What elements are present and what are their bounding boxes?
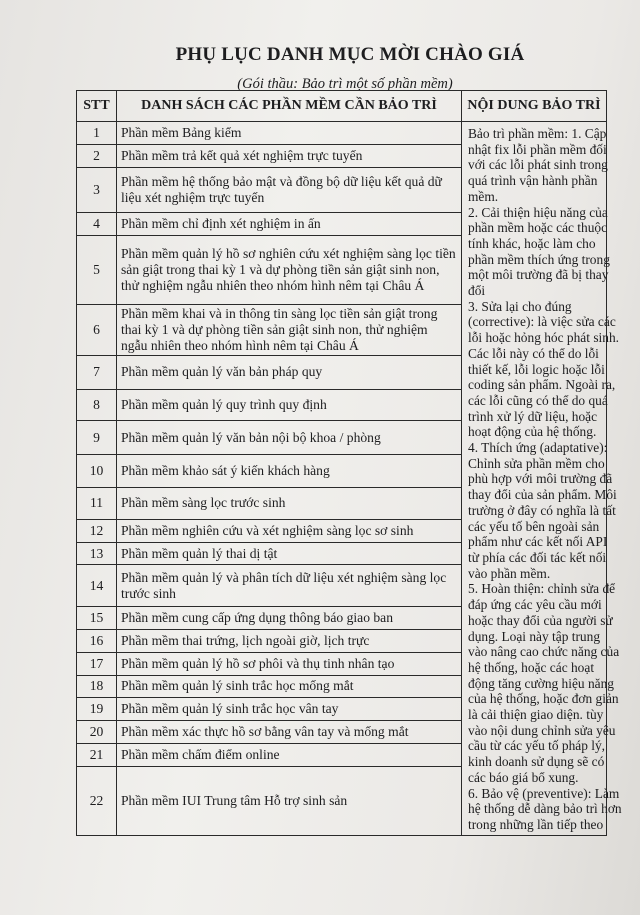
row-software-name: Phần mềm quản lý thai dị tật xyxy=(117,542,462,565)
maintenance-content-line: phần mềm hoặc các thuộc xyxy=(468,220,608,236)
maintenance-content-line: 5. Hoàn thiện: chỉnh sửa để xyxy=(468,581,616,597)
maintenance-content-line: 4. Thích ứng (adaptative): xyxy=(468,440,608,456)
maintenance-content-line: các lỗi cũng có thể do quá xyxy=(468,392,608,408)
maintenance-content-line: 2. Cải thiện hiệu năng của xyxy=(468,204,608,220)
row-stt: 9 xyxy=(77,421,117,455)
document-title: PHỤ LỤC DANH MỤC MỜI CHÀO GIÁ xyxy=(175,44,525,65)
maintenance-content-line: một môi trường đã bị thay xyxy=(468,267,609,283)
row-software-name: Phần mềm cung cấp ứng dụng thông báo giao ban xyxy=(117,606,462,629)
maintenance-content-line: thiết kế, lỗi logic hoặc lỗi xyxy=(468,361,605,377)
row-stt: 11 xyxy=(77,487,117,519)
maintenance-content-line: (corrective): là việc sửa các xyxy=(468,314,616,330)
table-header-row xyxy=(77,91,607,122)
maintenance-content-line: đổi xyxy=(468,283,486,299)
maintenance-content-line: mềm. xyxy=(468,188,499,204)
maintenance-content-line: trình xử lý dữ liệu, hoặc xyxy=(468,408,598,424)
row-stt: 12 xyxy=(77,519,117,542)
row-software-name: Phần mềm quản lý văn bản pháp quy xyxy=(117,355,462,389)
row-stt: 17 xyxy=(77,652,117,675)
row-software-name: Phần mềm sàng lọc trước sinh xyxy=(117,487,462,519)
row-software-name: Phần mềm quản lý quy trình quy định xyxy=(117,389,462,420)
document-subtitle: (Gói thầu: Bảo trì một số phần mềm) xyxy=(237,76,453,92)
maintenance-content-line: các báo giá bổ xung. xyxy=(468,769,579,785)
row-software-name: Phần mềm quản lý và phân tích dữ liệu xét nghiệm sàng lọc trước sinh xyxy=(117,565,462,607)
row-stt: 1 xyxy=(77,122,117,145)
maintenance-content-line: nhật fix lỗi phần mềm đối xyxy=(468,141,607,157)
table-row xyxy=(77,122,607,145)
maintenance-content-line: phù hợp với môi trường đã xyxy=(468,471,613,487)
row-stt: 16 xyxy=(77,629,117,652)
maintenance-content-line: phẩm như các kết nối API xyxy=(468,534,608,550)
row-software-name: Phần mềm trả kết quả xét nghiệm trực tuyến xyxy=(117,144,462,167)
maintenance-content-line: 3. Sửa lại cho đúng xyxy=(468,298,572,314)
software-maintenance-table xyxy=(76,90,622,836)
row-software-name: Phần mềm xác thực hồ sơ bằng vân tay và mống mắt xyxy=(117,721,462,744)
maintenance-content-line: thay đổi của sản phẩm. Môi xyxy=(468,487,617,503)
maintenance-content-line: hệ thống, hoặc các hoạt xyxy=(468,659,595,675)
maintenance-content-line: từ phía các đối tác kết nối xyxy=(468,549,607,565)
row-software-name: Phần mềm khai và in thông tin sàng lọc tiền sản giật trong thai kỳ 1 và dự phòng tiền sản giật sinh non, thử nghiệm ngẫu nhiên theo nhóm hình nêm tại Châu Á xyxy=(117,304,462,355)
row-stt: 8 xyxy=(77,389,117,420)
row-software-name: Phần mềm IUI Trung tâm Hỗ trợ sinh sản xyxy=(117,766,462,835)
maintenance-content-line: của hệ thống, hoặc đơn giản xyxy=(468,691,619,707)
row-stt: 6 xyxy=(77,304,117,355)
row-software-name: Phần mềm nghiên cứu và xét nghiệm sàng lọc sơ sinh xyxy=(117,519,462,542)
maintenance-content-line: lỗi hoặc hỏng hóc phát sinh. xyxy=(468,330,619,346)
row-stt: 7 xyxy=(77,355,117,389)
maintenance-content-line: Các lỗi này có thể do lỗi xyxy=(468,345,599,361)
maintenance-content-line: trong những lần tiếp theo xyxy=(468,816,604,832)
row-software-name: Phần mềm quản lý văn bản nội bộ khoa / phòng xyxy=(117,421,462,455)
row-stt: 10 xyxy=(77,455,117,487)
maintenance-content-line: hoặc thay đổi của người sử xyxy=(468,612,613,628)
maintenance-content-cell xyxy=(462,122,622,836)
row-stt: 21 xyxy=(77,744,117,767)
header-software-list: DANH SÁCH CÁC PHẦN MỀM CẦN BẢO TRÌ xyxy=(117,91,462,122)
maintenance-content-line: hệ thống dễ dàng bảo trì hơn xyxy=(468,801,622,817)
header-maintenance-content: NỘI DUNG BẢO TRÌ xyxy=(462,91,607,122)
row-stt: 19 xyxy=(77,698,117,721)
row-stt: 5 xyxy=(77,236,117,305)
row-software-name: Phần mềm quản lý sinh trắc học mống mắt xyxy=(117,675,462,698)
maintenance-content-line: các yếu tố bên ngoài sản xyxy=(468,518,600,534)
maintenance-content-line: hoạt động của hệ thống. xyxy=(468,424,597,440)
maintenance-content-line: kinh doanh sử dụng sẽ có xyxy=(468,754,605,770)
row-stt: 13 xyxy=(77,542,117,565)
row-software-name: Phần mềm chỉ định xét nghiệm in ấn xyxy=(117,213,462,236)
maintenance-content-line: vào phần mềm. xyxy=(468,565,551,581)
maintenance-content-line: là cải thiện giao diện. tùy xyxy=(468,707,604,723)
maintenance-content-line: động tăng cường hiệu năng xyxy=(468,675,614,691)
maintenance-content-line: Chỉnh sửa phần mềm cho xyxy=(468,455,605,471)
row-stt: 3 xyxy=(77,167,117,213)
row-software-name: Phần mềm khảo sát ý kiến khách hàng xyxy=(117,455,462,487)
header-stt: STT xyxy=(77,91,117,122)
row-software-name: Phần mềm Bảng kiểm xyxy=(117,122,462,145)
maintenance-content-line: vào nâng cao chức năng của xyxy=(468,644,620,660)
maintenance-content-line: tính khác, hoặc làm cho xyxy=(468,235,596,251)
maintenance-content-line: trường ở đây có nghĩa là tất xyxy=(468,502,616,518)
row-stt: 15 xyxy=(77,606,117,629)
row-stt: 2 xyxy=(77,144,117,167)
maintenance-content-line: dụng. Loại này tập trung xyxy=(468,628,601,644)
row-software-name: Phần mềm quản lý sinh trắc học vân tay xyxy=(117,698,462,721)
maintenance-content-line: đáp ứng các yêu cầu mới xyxy=(468,597,602,613)
row-software-name: Phần mềm quản lý hồ sơ phôi và thụ tinh nhân tạo xyxy=(117,652,462,675)
row-stt: 18 xyxy=(77,675,117,698)
maintenance-content-line: cầu từ các yếu tố pháp lý, xyxy=(468,738,606,754)
table-body xyxy=(77,122,622,836)
row-software-name: Phần mềm hệ thống bảo mật và đồng bộ dữ liệu kết quả dữ liệu xét nghiệm trực tuyến xyxy=(117,167,462,213)
maintenance-content-line: phần mềm thích ứng trong xyxy=(468,251,610,267)
maintenance-content-line: Bảo trì phần mềm: 1. Cập xyxy=(468,126,607,141)
row-stt: 14 xyxy=(77,565,117,607)
row-software-name: Phần mềm chấm điểm online xyxy=(117,744,462,767)
maintenance-content-line: coding sản phẩm. Ngoài ra, xyxy=(468,377,616,393)
maintenance-content-line: với các lỗi phát sinh trong xyxy=(468,157,608,173)
row-stt: 22 xyxy=(77,766,117,835)
row-software-name: Phần mềm quản lý hồ sơ nghiên cứu xét nghiệm sàng lọc tiền sản giật trong thai kỳ 1 và dự phòng tiền sản giật sinh non, thử nghiệm ngẫu nhiên theo nhóm hình nêm tại Châu Á xyxy=(117,236,462,305)
maintenance-content-line: 6. Bảo vệ (preventive): Làm xyxy=(468,785,620,801)
maintenance-content-line: vào nội dung chỉnh sửa yêu xyxy=(468,722,616,738)
row-stt: 4 xyxy=(77,213,117,236)
maintenance-content-line: quá trình vận hành phần xyxy=(468,173,598,189)
row-stt: 20 xyxy=(77,721,117,744)
row-software-name: Phần mềm thai trứng, lịch ngoài giờ, lịch trực xyxy=(117,629,462,652)
